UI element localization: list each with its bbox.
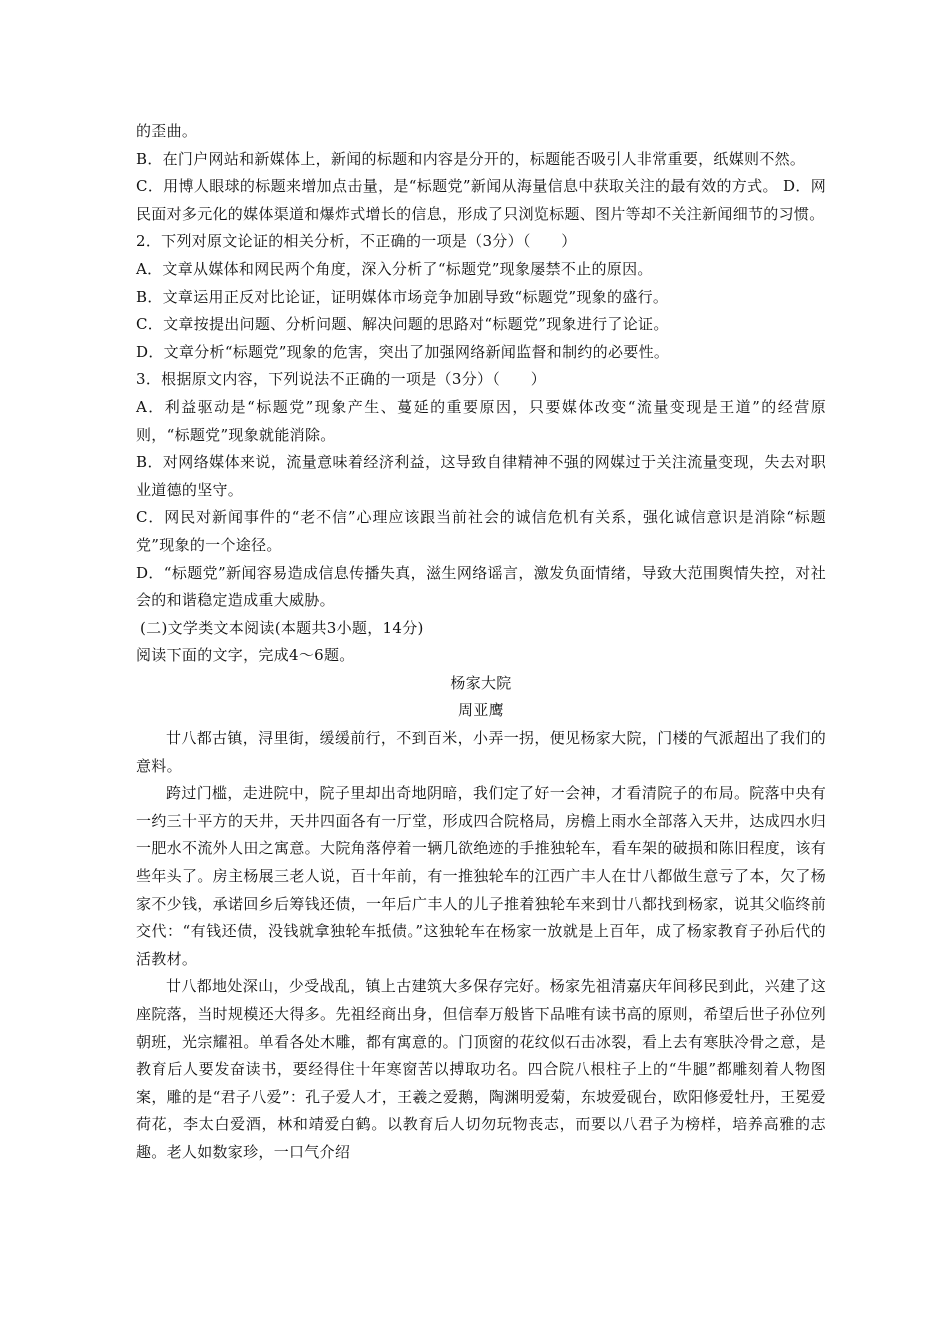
q3-option-a: A．利益驱动是“标题党”现象产生、蔓延的重要原因，只要媒体改变“流量变现是王道”的经营原则，“标题党”现象就能消除。 xyxy=(136,397,826,444)
option-b: B．在门户网站和新媒体上，新闻的标题和内容是分开的，标题能否吸引人非常重要，纸媒则不然。 xyxy=(136,149,806,168)
article-author: 周亚鹰 xyxy=(458,701,504,720)
q3-option-c: C．网民对新闻事件的“老不信”心理应该跟当前社会的诚信危机有关系，强化诚信意识是消除“标题党”现象的一个途径。 xyxy=(136,508,826,554)
q2-option-b: B．文章运用正反对比论证，证明媒体市场竞争加剧导致“标题党”现象的盛行。 xyxy=(136,287,669,306)
q3-option-d: D．“标题党”新闻容易造成信息传播失真，滋生网络谣言，激发负面情绪，导致大范围舆情失控，对社会的和谐稳定造成重大威胁。 xyxy=(136,563,826,610)
option-c-d: C．用博人眼球的标题来增加点击量，是“标题党”新闻从海量信息中获取关注的最有效的方式。 D．网民面对多元化的媒体渠道和爆炸式增长的信息，形成了只浏览标题、图片等却不关注新闻细节的习惯。 xyxy=(136,177,826,223)
q2-option-c: C．文章按提出问题、分析问题、解决问题的思路对“标题党”现象进行了论证。 xyxy=(136,315,669,334)
article-paragraph-2: 跨过门槛，走进院中，院子里却出奇地阴暗，我们定了好一会神，才看清院子的布局。院落中央有一约三十平方的天井，天井四面各有一厅堂，形成四合院格局，房檐上雨水全部落入天井，达成四水归一肥水不流外人田之寓意。大院角落停着一辆几欲绝迹的手推独轮车，看车架的破损和陈旧程度，该有些年头了。房主杨展三老人说，百十年前，有一推独轮车的江西广丰人在廿八都做生意亏了本，欠了杨家不少钱，承诺回乡后筹钱还债，一年后广丰人的儿子推着独轮车来到廿八都找到杨家，说其父临终前交代：“有钱还债，没钱就拿独轮车抵债。”这独轮车在杨家一放就是上百年，成了杨家教育子孙后代的活教材。 xyxy=(136,784,826,968)
article-paragraph-3: 廿八都地处深山，少受战乱，镇上古建筑大多保存完好。杨家先祖清嘉庆年间移民到此，兴建了这座院落，当时规模还大得多。先祖经商出身，但信奉万般皆下品唯有读书高的原则，希望后世子孙位列朝班，光宗耀祖。单看各处木雕，都有寓意的。门顶窗的花纹似石击冰裂，看上去有寒肤冷骨之意，是教育后人要发奋读书，要经得住十年寒窗苦以搏取功名。四合院八根柱子上的“牛腿”都雕刻着人物图案，雕的是“君子八爱”：孔子爱人才，王羲之爱鹅，陶渊明爱菊，东坡爱砚台，欧阳修爱牡丹，王冕爱荷花，李太白爱酒，林和靖爱白鹤。以教育后人切勿玩物丧志，而要以八君子为榜样，培养高雅的志趣。老人如数家珍，一口气介绍 xyxy=(136,977,826,1161)
q2-option-d: D．文章分析“标题党”现象的危害，突出了加强网络新闻监督和制约的必要性。 xyxy=(136,342,670,361)
article-title: 杨家大院 xyxy=(450,673,512,692)
q3-option-b: B．对网络媒体来说，流量意味着经济利益，这导致自律精神不强的网媒过于关注流量变现，失去对职业道德的坚守。 xyxy=(136,453,826,499)
question-3: 3．根据原文内容，下列说法不正确的一项是（3分）（ ） xyxy=(136,370,546,389)
document-body xyxy=(136,118,826,1167)
section-heading: (二)文学类文本阅读(本题共3小题，14分) xyxy=(140,618,424,637)
question-2: 2．下列对原文论证的相关分析，不正确的一项是（3分）（ ） xyxy=(136,232,577,251)
q2-option-a: A．文章从媒体和网民两个角度，深入分析了“标题党”现象屡禁不止的原因。 xyxy=(136,259,653,278)
reading-instruction: 阅读下面的文字，完成4～6题。 xyxy=(136,646,355,665)
article-paragraph-1: 廿八都古镇，浔里街，缓缓前行，不到百米，小弄一拐，便见杨家大院，门楼的气派超出了我们的意料。 xyxy=(136,729,826,775)
text-line: 的歪曲。 xyxy=(136,122,198,140)
